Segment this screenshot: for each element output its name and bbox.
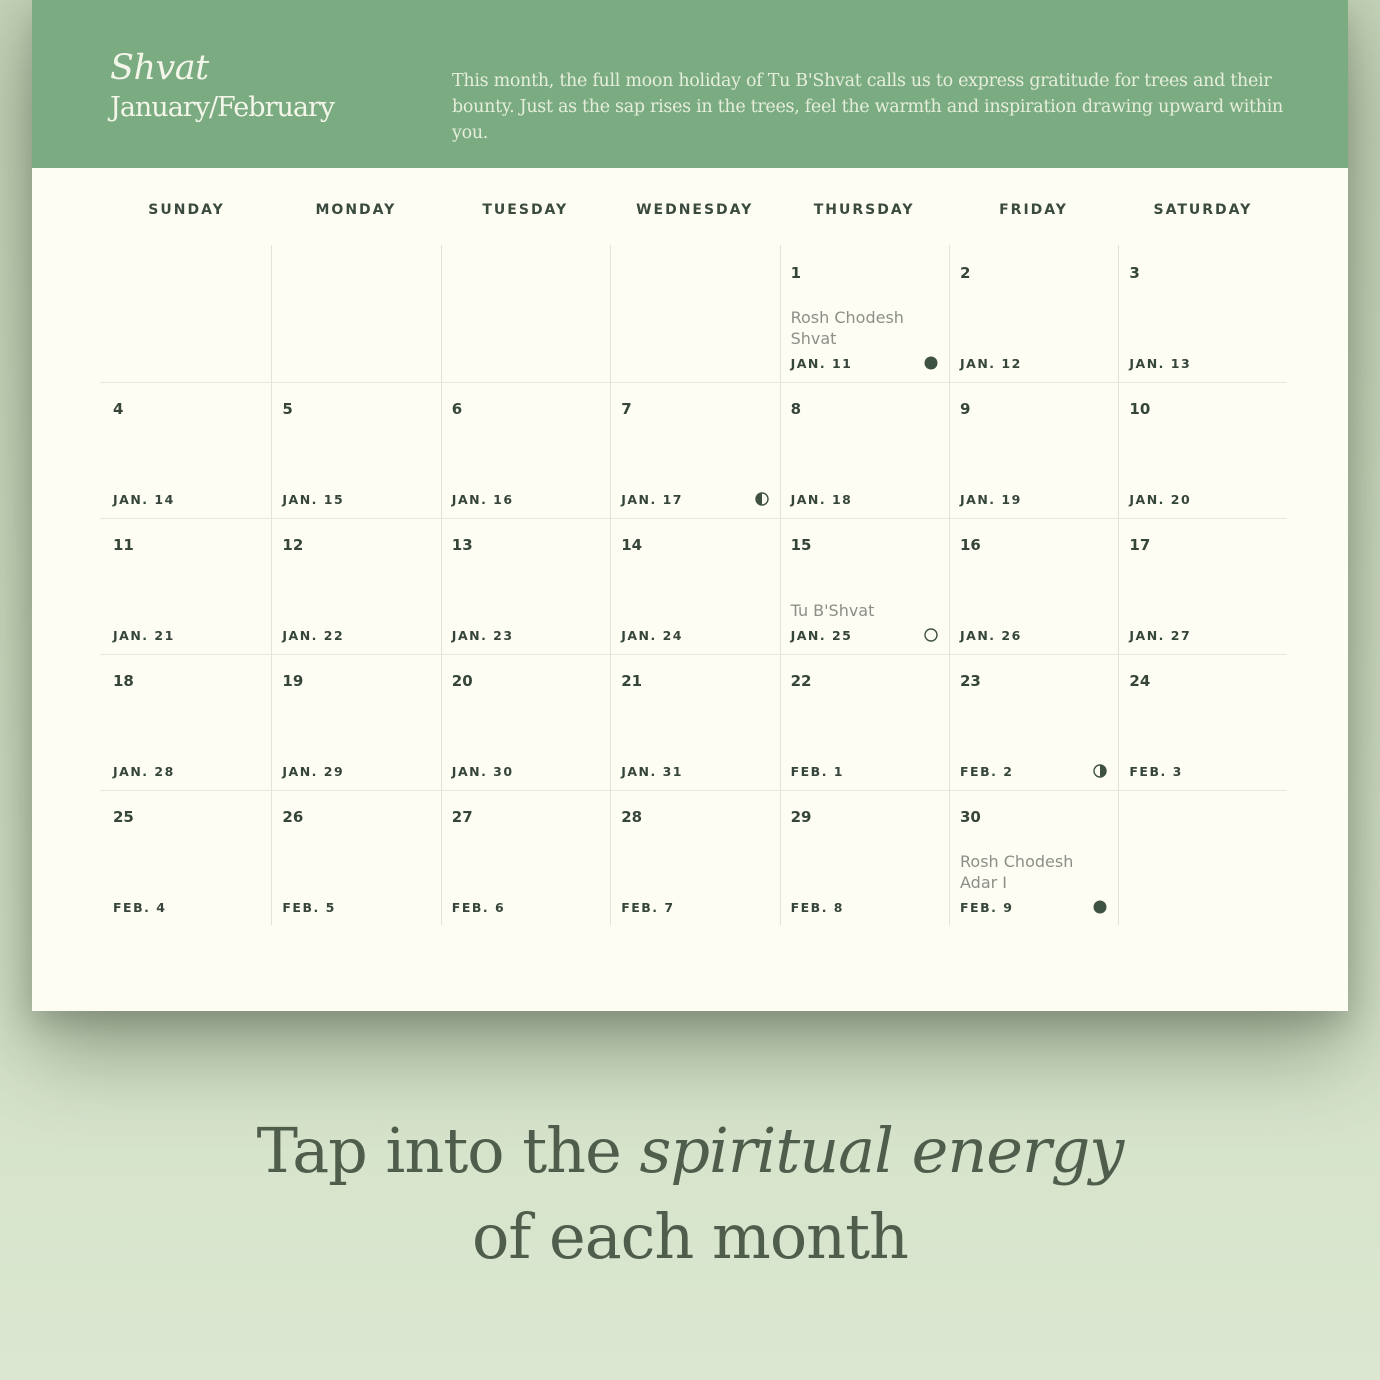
hebrew-day-number: 3 [1129,264,1140,282]
day-cell[interactable] [950,518,1117,652]
full-moon-icon [924,627,938,641]
gregorian-date: FEB. 2 [960,764,1014,779]
day-cell[interactable] [611,654,778,788]
gregorian-date: JAN. 15 [282,492,345,507]
hebrew-day-number: 9 [960,400,971,418]
gregorian-date: FEB. 7 [621,900,675,915]
hebrew-day-number: 16 [960,536,981,554]
gregorian-date: JAN. 20 [1129,492,1192,507]
weekday-header-saturday: SATURDAY [1153,202,1253,218]
gregorian-date: FEB. 8 [790,900,844,915]
gregorian-date: JAN. 13 [1129,356,1192,371]
hebrew-day-number: 30 [960,808,981,826]
hebrew-day-number: 7 [621,400,632,418]
day-cell[interactable] [272,654,439,788]
day-cell[interactable] [1119,518,1286,652]
day-cell[interactable] [442,518,609,652]
day-cell[interactable] [272,518,439,652]
day-cell[interactable] [781,518,948,652]
weekday-header-friday: FRIDAY [999,202,1068,218]
day-cell[interactable] [442,382,609,516]
gregorian-date: JAN. 12 [960,356,1022,371]
day-cell[interactable] [103,518,270,652]
gregorian-date: JAN. 27 [1129,628,1192,643]
weekday-header-sunday: SUNDAY [148,202,225,218]
weekday-header-tuesday: TUESDAY [482,202,569,218]
gregorian-date: JAN. 19 [960,492,1022,507]
weekday-header-monday: MONDAY [315,202,397,218]
day-cell[interactable] [950,654,1117,788]
hebrew-day-number: 13 [451,536,473,554]
hebrew-day-number: 12 [282,536,304,554]
gregorian-date: FEB. 6 [451,900,506,915]
hebrew-day-number: 20 [451,672,473,690]
hebrew-day-number: 10 [1129,400,1151,418]
last-quarter-icon [1093,763,1107,777]
hebrew-day-number: 25 [113,808,134,826]
day-cell[interactable] [272,790,439,924]
day-cell[interactable] [611,790,778,924]
hebrew-day-number: 23 [960,672,981,690]
day-cell[interactable] [611,382,778,516]
day-cell[interactable] [950,790,1117,924]
gregorian-date: JAN. 11 [790,356,853,371]
gregorian-date: FEB. 4 [113,900,167,915]
day-cell[interactable] [950,246,1117,380]
new-moon-icon [924,355,938,369]
hebrew-day-number: 29 [790,808,812,826]
hebrew-day-number: 6 [451,400,463,418]
gregorian-date: JAN. 22 [282,628,345,643]
hebrew-day-number: 2 [960,264,971,282]
day-cell[interactable] [781,382,948,516]
gregorian-date: JAN. 17 [621,492,683,507]
hebrew-day-number: 4 [113,400,124,418]
holiday-label: Rosh Chodesh Adar I [960,852,1074,892]
gregorian-date: JAN. 16 [451,492,514,507]
gregorian-date: FEB. 1 [790,764,844,779]
tagline-text: Tap into the [256,1114,640,1187]
hebrew-day-number: 21 [621,672,643,690]
gregorian-date: JAN. 30 [451,764,514,779]
tagline [0,1108,1380,1280]
gregorian-date: JAN. 28 [113,764,175,779]
hebrew-day-number: 27 [451,808,473,826]
day-cell[interactable] [1119,654,1286,788]
hebrew-day-number: 19 [282,672,304,690]
day-cell[interactable] [611,518,778,652]
gregorian-date: JAN. 26 [960,628,1022,643]
new-moon-icon [1093,899,1107,913]
tagline-emphasis: spiritual energy [639,1114,1124,1187]
gregorian-date: FEB. 3 [1129,764,1183,779]
hebrew-day-number: 14 [621,536,643,554]
tagline-line2: of each month [472,1200,908,1273]
gregorian-date: JAN. 18 [790,492,853,507]
day-cell[interactable] [950,382,1117,516]
hebrew-day-number: 17 [1129,536,1151,554]
day-cell[interactable] [781,654,948,788]
calendar-page [32,0,1348,1011]
calendar-header [32,0,1348,168]
hebrew-month-name: Shvat [110,48,209,88]
day-cell[interactable] [442,790,609,924]
weekday-header-wednesday: WEDNESDAY [636,202,754,218]
day-cell[interactable] [103,382,270,516]
gregorian-month-range: January/February [110,92,335,123]
hebrew-day-number: 26 [282,808,304,826]
holiday-label: Tu B'Shvat [790,601,875,620]
hebrew-day-number: 22 [790,672,812,690]
hebrew-day-number: 1 [790,264,802,282]
gregorian-date: JAN. 29 [282,764,345,779]
gregorian-date: JAN. 14 [113,492,175,507]
day-cell[interactable] [1119,246,1286,380]
gregorian-date: JAN. 21 [113,628,175,643]
weekday-header-thursday: THURSDAY [813,202,915,218]
day-cell[interactable] [781,246,948,380]
gregorian-date: FEB. 5 [282,900,336,915]
hebrew-day-number: 5 [282,400,293,418]
hebrew-day-number: 28 [621,808,643,826]
hebrew-day-number: 24 [1129,672,1151,690]
gregorian-date: JAN. 23 [451,628,514,643]
day-cell[interactable] [442,654,609,788]
gregorian-date: FEB. 9 [960,900,1014,915]
day-cell[interactable] [1119,382,1286,516]
gregorian-date: JAN. 25 [790,628,853,643]
hebrew-day-number: 11 [113,536,134,554]
gregorian-date: JAN. 24 [621,628,683,643]
day-cell[interactable] [272,382,439,516]
month-description: This month, the full moon holiday of Tu B'Shvat calls us to express gratitude for trees and their bounty. Just as the sap rises in the trees, feel the warmth and inspiration drawing upward within you. [452,71,1283,143]
hebrew-day-number: 18 [113,672,134,690]
first-quarter-icon [755,491,769,505]
hebrew-day-number: 15 [790,536,812,554]
day-cell[interactable] [103,790,270,924]
holiday-label: Rosh Chodesh Shvat [790,308,904,348]
hebrew-day-number: 8 [790,400,802,418]
day-cell[interactable] [781,790,948,924]
day-cell[interactable] [103,654,270,788]
gregorian-date: JAN. 31 [621,764,683,779]
